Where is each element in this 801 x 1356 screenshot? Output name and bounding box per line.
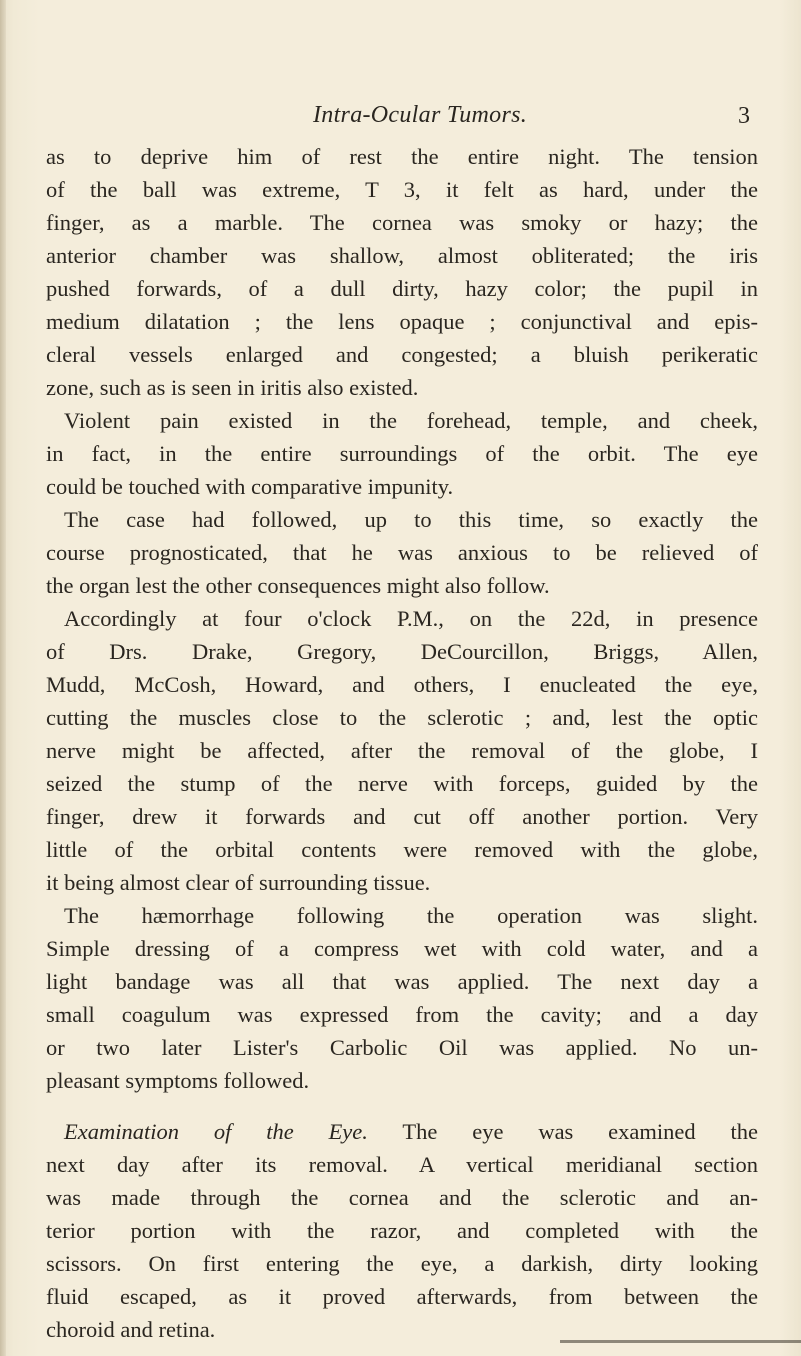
text-line: The hæmorrhage following the operation was slight.: [64, 903, 758, 928]
text-line: cleral vessels enlarged and congested; a bluish perikeratic: [46, 342, 758, 367]
text-line: nerve might be affected, after the removal of the globe, I: [46, 738, 758, 763]
page-header: [0, 100, 801, 140]
text-line: finger, as a marble. The cornea was smoky or hazy; the: [46, 210, 758, 235]
text-line: small coagulum was expressed from the cavity; and a day: [46, 1002, 758, 1027]
section-gap: [46, 1097, 758, 1115]
text-line: zone, such as is seen in iritis also existed.: [46, 375, 419, 400]
text-line: of the ball was extreme, T 3, it felt as hard, under the: [46, 177, 758, 202]
text-line: as to deprive him of rest the entire night. The tension: [46, 144, 758, 169]
text-line: finger, drew it forwards and cut off another portion. Very: [46, 804, 758, 829]
text-line: little of the orbital contents were removed with the globe,: [46, 837, 758, 862]
text-line: choroid and retina.: [46, 1317, 216, 1342]
text-line: Accordingly at four o'clock P.M., on the 22d, in presence: [64, 606, 758, 631]
text-line: was made through the cornea and the sclerotic and an-: [46, 1185, 758, 1210]
page-bottom-rule: [560, 1340, 801, 1343]
text-line: light bandage was all that was applied. The next day a: [46, 969, 758, 994]
text-line: pushed forwards, of a dull dirty, hazy color; the pupil in: [46, 276, 758, 301]
page-binding-edge: [0, 0, 6, 1356]
text-line: medium dilatation ; the lens opaque ; conjunctival and epis-: [46, 309, 758, 334]
text-line: Violent pain existed in the forehead, temple, and cheek,: [64, 408, 758, 433]
text-line: [46, 1115, 758, 1148]
text-line: could be touched with comparative impunity.: [46, 474, 454, 499]
text-line: of Drs. Drake, Gregory, DeCourcillon, Briggs, Allen,: [46, 639, 758, 664]
heading-line-text: The eye was examined the: [367, 1119, 758, 1144]
text-line: The case had followed, up to this time, so exactly the: [64, 507, 758, 532]
body-text: [46, 140, 758, 1346]
text-line: Simple dressing of a compress wet with cold water, and a: [46, 936, 758, 961]
text-line: next day after its removal. A vertical meridianal section: [46, 1152, 758, 1177]
text-line: the organ lest the other consequences might also follow.: [46, 573, 550, 598]
text-line: anterior chamber was shallow, almost obliterated; the iris: [46, 243, 758, 268]
text-line: terior portion with the razor, and completed with the: [46, 1218, 758, 1243]
text-line: course prognosticated, that he was anxious to be relieved of: [46, 540, 758, 565]
text-line: Mudd, McCosh, Howard, and others, I enucleated the eye,: [46, 672, 758, 697]
text-line: in fact, in the entire surroundings of the orbit. The eye: [46, 441, 758, 466]
page-number: 3: [738, 103, 750, 129]
running-title: Intra-Ocular Tumors.: [313, 102, 528, 128]
text-line: or two later Lister's Carbolic Oil was applied. No un-: [46, 1035, 758, 1060]
text-line: it being almost clear of surrounding tissue.: [46, 870, 431, 895]
text-line: seized the stump of the nerve with forceps, guided by the: [46, 771, 758, 796]
text-line: scissors. On first entering the eye, a darkish, dirty looking: [46, 1251, 758, 1276]
section-heading: Examination of the Eye.: [64, 1119, 368, 1144]
text-line: cutting the muscles close to the sclerotic ; and, lest the optic: [46, 705, 758, 730]
text-line: pleasant symptoms followed.: [46, 1068, 310, 1093]
text-line: fluid escaped, as it proved afterwards, from between the: [46, 1284, 758, 1309]
